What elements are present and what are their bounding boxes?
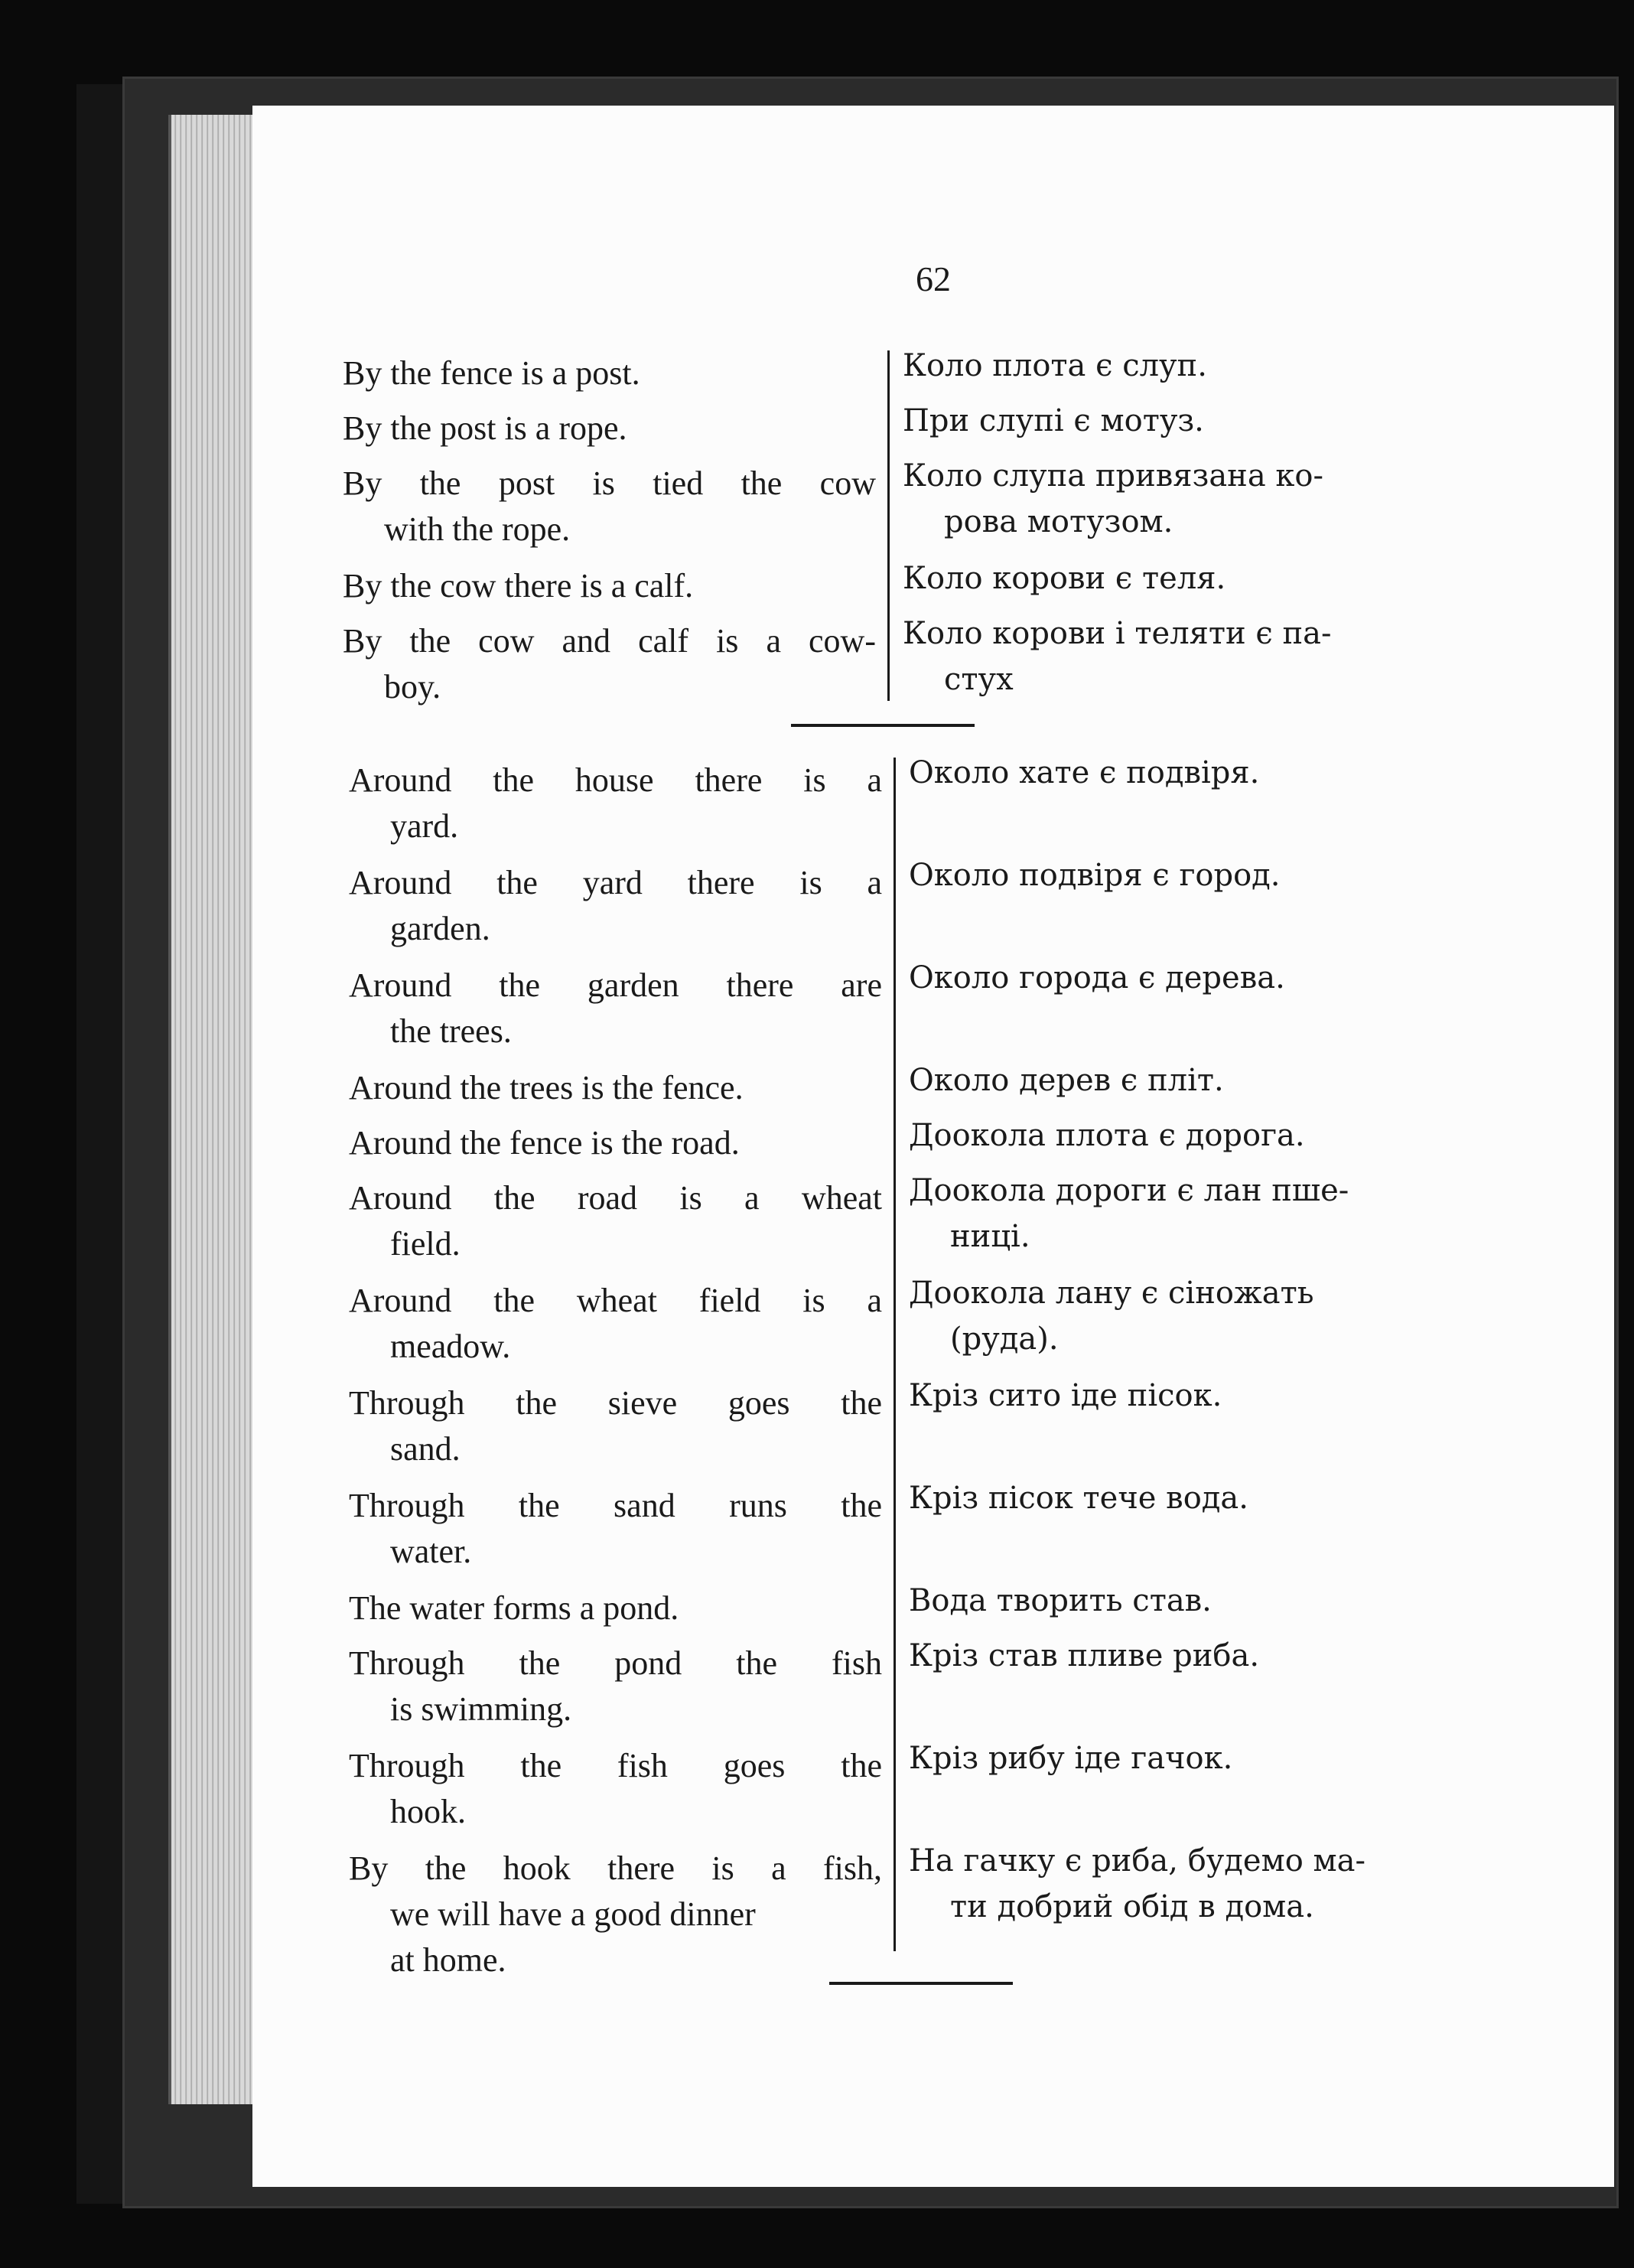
english-sentence — [343, 563, 876, 609]
column-divider — [887, 350, 890, 701]
section-2-bilingual-text — [349, 755, 1435, 2074]
ukrainian-line: Доокола лану є сіножать — [909, 1276, 1314, 1311]
ukrainian-sentence — [909, 852, 1281, 898]
ukrainian-sentence — [909, 1838, 1365, 1930]
english-sentence — [349, 1846, 882, 1983]
ukrainian-sentence — [909, 1578, 1212, 1624]
english-sentence — [349, 1483, 882, 1575]
ukrainian-sentence — [903, 556, 1226, 601]
english-line: By the cow there is a calf. — [343, 567, 694, 604]
ukrainian-sentence — [909, 1475, 1248, 1521]
section-1-bilingual-text — [343, 350, 1414, 810]
ukrainian-sentence — [903, 398, 1204, 444]
english-sentence — [343, 618, 876, 710]
english-line: hook. — [390, 1793, 466, 1830]
english-line: is swimming. — [390, 1690, 572, 1728]
english-line: with the rope. — [384, 510, 571, 548]
english-line: The water forms a pond. — [349, 1589, 679, 1627]
english-line: By the hook there is a fish, — [349, 1849, 882, 1887]
ukrainian-line: На гачку є риба, будемо ма- — [909, 1843, 1365, 1879]
ukrainian-line: (руда). — [950, 1321, 1059, 1357]
english-sentence — [349, 963, 882, 1054]
section-divider-rule — [791, 724, 975, 727]
ukrainian-line: Коло плота є слуп. — [903, 348, 1207, 383]
ukrainian-line: стух — [944, 662, 1014, 697]
english-line: yard. — [390, 807, 459, 845]
english-line: at home. — [390, 1941, 506, 1979]
ukrainian-sentence — [903, 453, 1323, 545]
english-line: Around the wheat field is a — [349, 1282, 882, 1319]
ukrainian-line: рова мотузом. — [944, 504, 1173, 539]
english-sentence — [349, 1380, 882, 1472]
english-line: Through the sieve goes the — [349, 1384, 882, 1422]
english-line: Through the pond the fish — [349, 1644, 882, 1682]
english-line: Around the fence is the road. — [349, 1124, 740, 1162]
ukrainian-line: Около хате є подвіря. — [909, 755, 1260, 790]
english-sentence — [349, 1641, 882, 1732]
english-line: Around the yard there is a — [349, 864, 882, 901]
english-line: Around the house there is a — [349, 761, 882, 799]
page-number: 62 — [916, 259, 951, 298]
ukrainian-line: Кріз пісок тече вода. — [909, 1481, 1248, 1516]
ukrainian-line: Доокола плота є дорога. — [909, 1118, 1305, 1153]
english-sentence — [343, 461, 876, 552]
english-line: water. — [390, 1533, 472, 1570]
book-spine — [76, 84, 122, 2204]
english-line: field. — [390, 1225, 461, 1263]
ukrainian-line: ти добрий обід в дома. — [950, 1889, 1314, 1924]
ukrainian-sentence — [909, 1735, 1232, 1781]
ukrainian-line: Коло корови є теля. — [903, 561, 1226, 596]
english-sentence — [349, 1585, 882, 1631]
english-sentence — [349, 1743, 882, 1835]
ukrainian-line: Около дерев є пліт. — [909, 1063, 1224, 1098]
ukrainian-line: Кріз рибу іде гачок. — [909, 1741, 1233, 1776]
ukrainian-line: Кріз став пливе риба. — [909, 1638, 1260, 1673]
end-rule — [829, 1982, 1013, 1985]
ukrainian-sentence — [909, 1168, 1349, 1259]
english-line: By the post is tied the cow — [343, 464, 876, 502]
ukrainian-line: ниці. — [950, 1219, 1030, 1254]
ukrainian-sentence — [909, 1373, 1222, 1419]
english-line: Through the sand runs the — [349, 1487, 882, 1524]
english-line: By the fence is a post. — [343, 354, 640, 392]
ukrainian-sentence — [909, 1633, 1259, 1679]
ukrainian-line: При слупі є мотуз. — [903, 403, 1204, 438]
ukrainian-sentence — [909, 1270, 1314, 1362]
ukrainian-sentence — [909, 1057, 1224, 1103]
english-sentence — [343, 350, 876, 396]
book-page — [252, 106, 1614, 2187]
english-line: Through the fish goes the — [349, 1747, 882, 1784]
english-line: meadow. — [390, 1328, 511, 1365]
ukrainian-sentence — [909, 750, 1259, 796]
column-divider — [893, 758, 896, 1951]
english-line: Around the garden there are — [349, 966, 882, 1004]
english-line: boy. — [384, 668, 441, 705]
english-line: garden. — [390, 910, 490, 947]
ukrainian-line: Коло слупа привязана ко- — [903, 458, 1323, 494]
ukrainian-sentence — [903, 343, 1207, 389]
english-sentence — [349, 1065, 882, 1111]
ukrainian-line: Кріз сито іде пісок. — [909, 1378, 1222, 1413]
english-line: By the cow and calf is a cow- — [343, 622, 876, 660]
ukrainian-sentence — [909, 955, 1285, 1001]
english-sentence — [349, 758, 882, 849]
ukrainian-sentence — [909, 1113, 1305, 1158]
english-line: sand. — [390, 1430, 461, 1468]
english-sentence — [349, 1175, 882, 1267]
ukrainian-line: Коло корови і теляти є па- — [903, 616, 1332, 651]
english-line: Around the road is a wheat — [349, 1179, 882, 1217]
ukrainian-sentence — [903, 611, 1332, 702]
english-line: Around the trees is the fence. — [349, 1069, 744, 1106]
english-sentence — [349, 1278, 882, 1370]
english-line: the trees. — [390, 1012, 512, 1050]
ukrainian-line: Вода творить став. — [909, 1583, 1212, 1618]
ukrainian-line: Около подвіря є город. — [909, 858, 1281, 893]
ukrainian-line: Около города є дерева. — [909, 960, 1285, 996]
english-sentence — [343, 406, 876, 451]
english-line: we will have a good dinner — [390, 1895, 756, 1933]
english-sentence — [349, 1120, 882, 1166]
ukrainian-line: Доокола дороги є лан пше- — [909, 1173, 1349, 1208]
english-sentence — [349, 860, 882, 952]
english-line: By the post is a rope. — [343, 409, 627, 447]
